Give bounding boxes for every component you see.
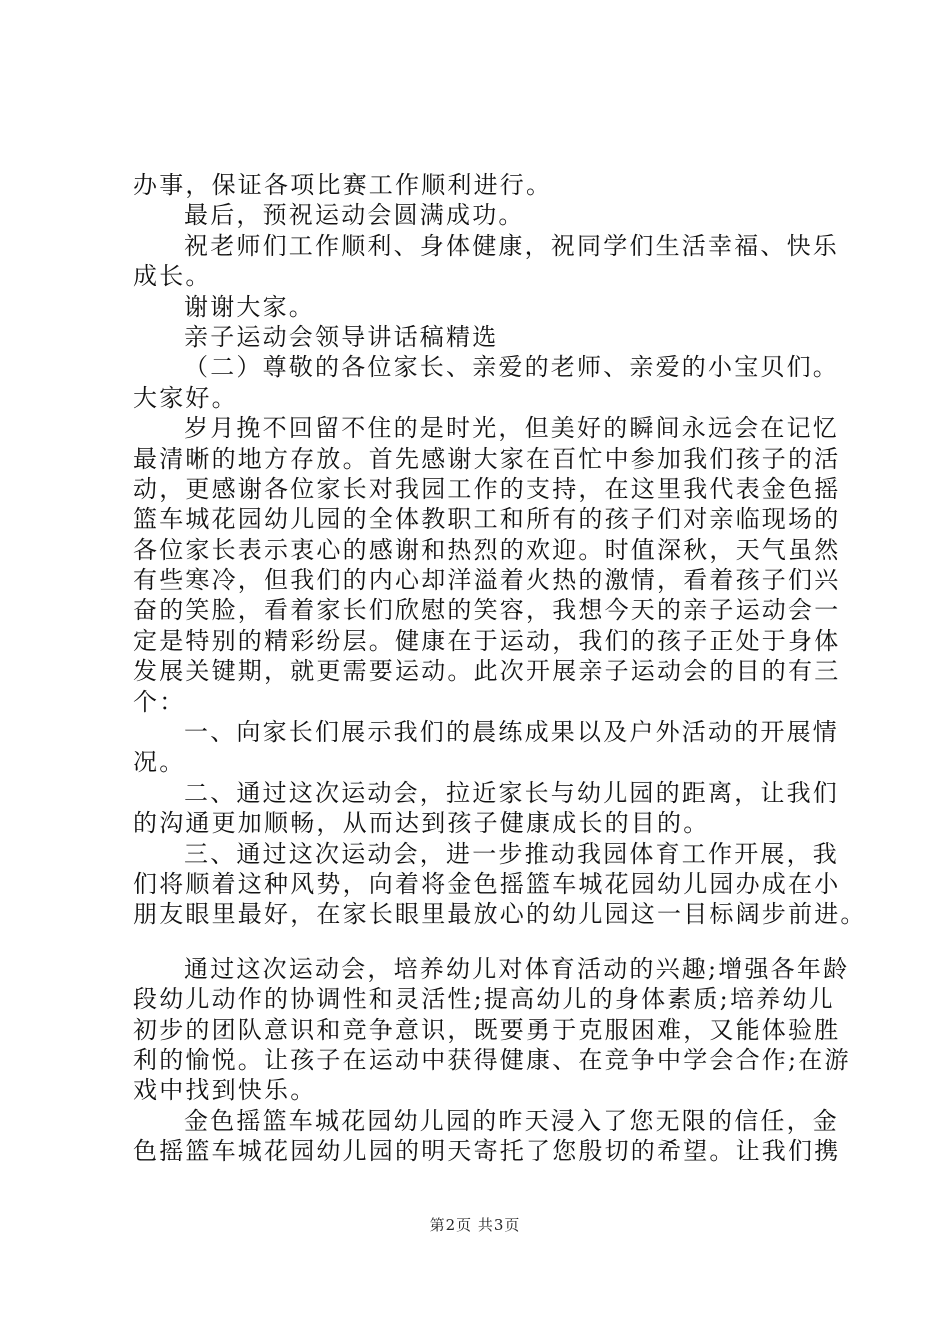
- text-line: 三、通过这次运动会，进一步推动我园体育工作开展，我: [184, 839, 839, 868]
- paragraph: [133, 231, 839, 292]
- paragraph: [133, 170, 833, 200]
- text-line: 各位家长表示衷心的感谢和热烈的欢迎。时值深秋，天气虽然: [133, 535, 841, 564]
- text-line: 初步的团队意识和竞争意识，既要勇于克服困难，又能体验胜: [133, 1015, 841, 1044]
- paragraph: [133, 1106, 841, 1167]
- text-line: 通过这次运动会，培养幼儿对体育活动的兴趣;增强各年龄: [184, 954, 850, 983]
- page-footer: 第2页 共3页: [429, 1216, 521, 1234]
- text-line: 个：: [133, 687, 186, 716]
- text-line: 动，更感谢各位家长对我园工作的支持，在这里我代表金色摇: [133, 474, 841, 503]
- text-line: （二）尊敬的各位家长、亲爱的老师、亲爱的小宝贝们。: [184, 353, 839, 382]
- text-line: 段幼儿动作的协调性和灵活性;提高幼儿的身体素质;培养幼儿: [133, 985, 835, 1014]
- text-line: 金色摇篮车城花园幼儿园的昨天浸入了您无限的信任，金: [184, 1106, 839, 1135]
- text-line: 戏中找到快乐。: [133, 1076, 317, 1105]
- paragraph: [133, 352, 839, 413]
- paragraph: [133, 292, 833, 322]
- text-line: 大家好。: [133, 383, 238, 412]
- text-line: 们将顺着这种风势，向着将金色摇篮车城花园幼儿园办成在小: [133, 869, 841, 898]
- paragraph: [133, 954, 851, 1106]
- paragraph: [133, 839, 867, 930]
- text-line: 色摇篮车城花园幼儿园的明天寄托了您殷切的希望。让我们携: [133, 1137, 841, 1166]
- text-line: 有些寒冷，但我们的内心却洋溢着火热的激情，看着孩子们兴: [133, 566, 841, 595]
- paragraph: [133, 322, 833, 352]
- text-line: 一、向家长们展示我们的晨练成果以及户外活动的开展情: [184, 718, 839, 747]
- text-line: 最清晰的地方存放。首先感谢大家在百忙中参加我们孩子的活: [133, 444, 841, 473]
- text-line: 二、通过这次运动会，拉近家长与幼儿园的距离，让我们: [184, 778, 839, 807]
- text-line: 定是特别的精彩纷层。健康在于运动，我们的孩子正处于身体: [133, 626, 841, 655]
- text-line: 祝老师们工作顺利、身体健康，祝同学们生活幸福、快乐: [184, 231, 839, 260]
- text-line: 朋友眼里最好，在家长眼里最放心的幼儿园这一目标阔步前进。: [133, 900, 867, 929]
- text-line: 奋的笑脸，看着家长们欣慰的笑容，我想今天的亲子运动会一: [133, 596, 841, 625]
- paragraph: [133, 778, 839, 839]
- text-line: 发展关键期，就更需要运动。此次开展亲子运动会的目的有三: [133, 657, 841, 686]
- document-body: [133, 170, 867, 1167]
- text-line: 况。: [133, 748, 186, 777]
- text-line: 最后，预祝运动会圆满成功。: [184, 201, 525, 230]
- paragraph: [133, 200, 833, 230]
- paragraph-gap: [133, 930, 833, 954]
- text-line: 亲子运动会领导讲话稿精选: [184, 322, 499, 351]
- text-line: 办事，保证各项比赛工作顺利进行。: [133, 171, 553, 199]
- text-line: 岁月挽不回留不住的是时光，但美好的瞬间永远会在记忆: [184, 414, 839, 443]
- text-line: 成长。: [133, 262, 212, 291]
- text-line: 利的愉悦。让孩子在运动中获得健康、在竞争中学会合作;在游: [133, 1045, 851, 1074]
- text-line: 谢谢大家。: [184, 292, 315, 321]
- paragraph: [133, 717, 839, 778]
- text-line: 篮车城花园幼儿园的全体教职工和所有的孩子们对亲临现场的: [133, 505, 841, 534]
- text-line: 的沟通更加顺畅，从而达到孩子健康成长的目的。: [133, 809, 710, 838]
- paragraph: [133, 413, 841, 717]
